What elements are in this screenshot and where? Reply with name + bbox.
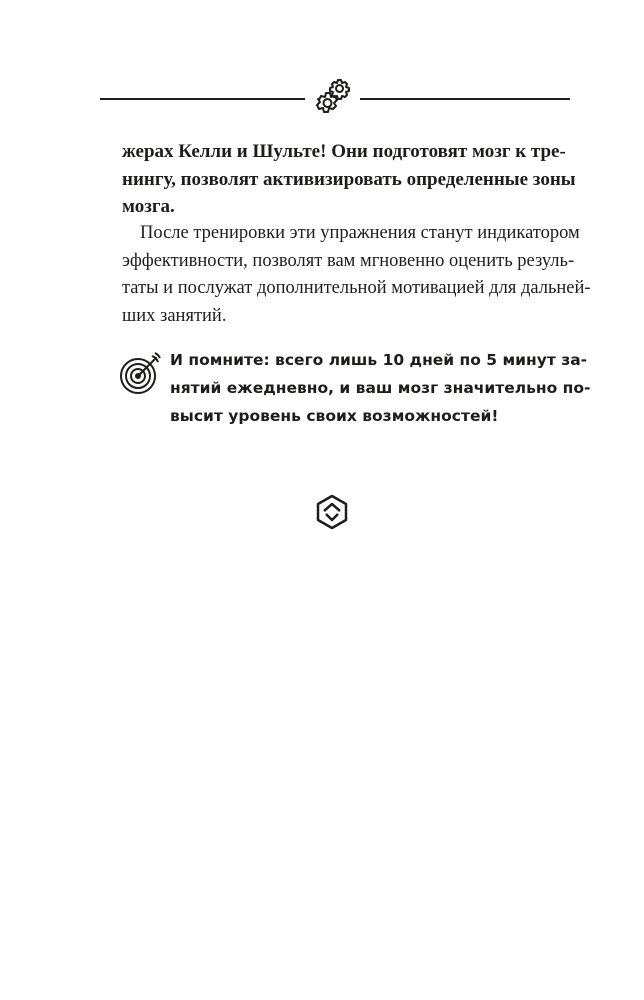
reminder-line: высит уровень своих возможностей! [170, 407, 499, 425]
body-paragraph-line: ших занятий. [122, 305, 227, 326]
body-paragraph-line: После тренировки эти упражнения станут индикатором [140, 223, 580, 243]
header-rule-left [100, 98, 305, 100]
gears-icon [308, 74, 356, 122]
reminder-line: И помните: всего лишь 10 дней по 5 минут за- [170, 351, 588, 369]
reminder-line: нятий ежедневно, и ваш мозг значительно по- [170, 379, 591, 397]
hexagon-arrows-icon [314, 494, 350, 530]
body-paragraph-line: таты и послужат дополнительной мотивацией для дальней- [122, 278, 591, 298]
reminder-note [170, 346, 591, 430]
bold-paragraph-line: мозга. [122, 196, 175, 217]
body-paragraph [122, 220, 591, 330]
bold-paragraph-line: нингу, позволят активизировать определенные зоны [122, 168, 576, 190]
bold-paragraph [122, 138, 576, 221]
header-rule-right [360, 98, 570, 100]
body-paragraph-line: эффективности, позволят вам мгновенно оценить резуль- [122, 250, 575, 271]
bold-paragraph-line: жерах Келли и Шульте! Они подготовят мозг к тре- [122, 141, 566, 162]
target-icon [118, 350, 164, 396]
